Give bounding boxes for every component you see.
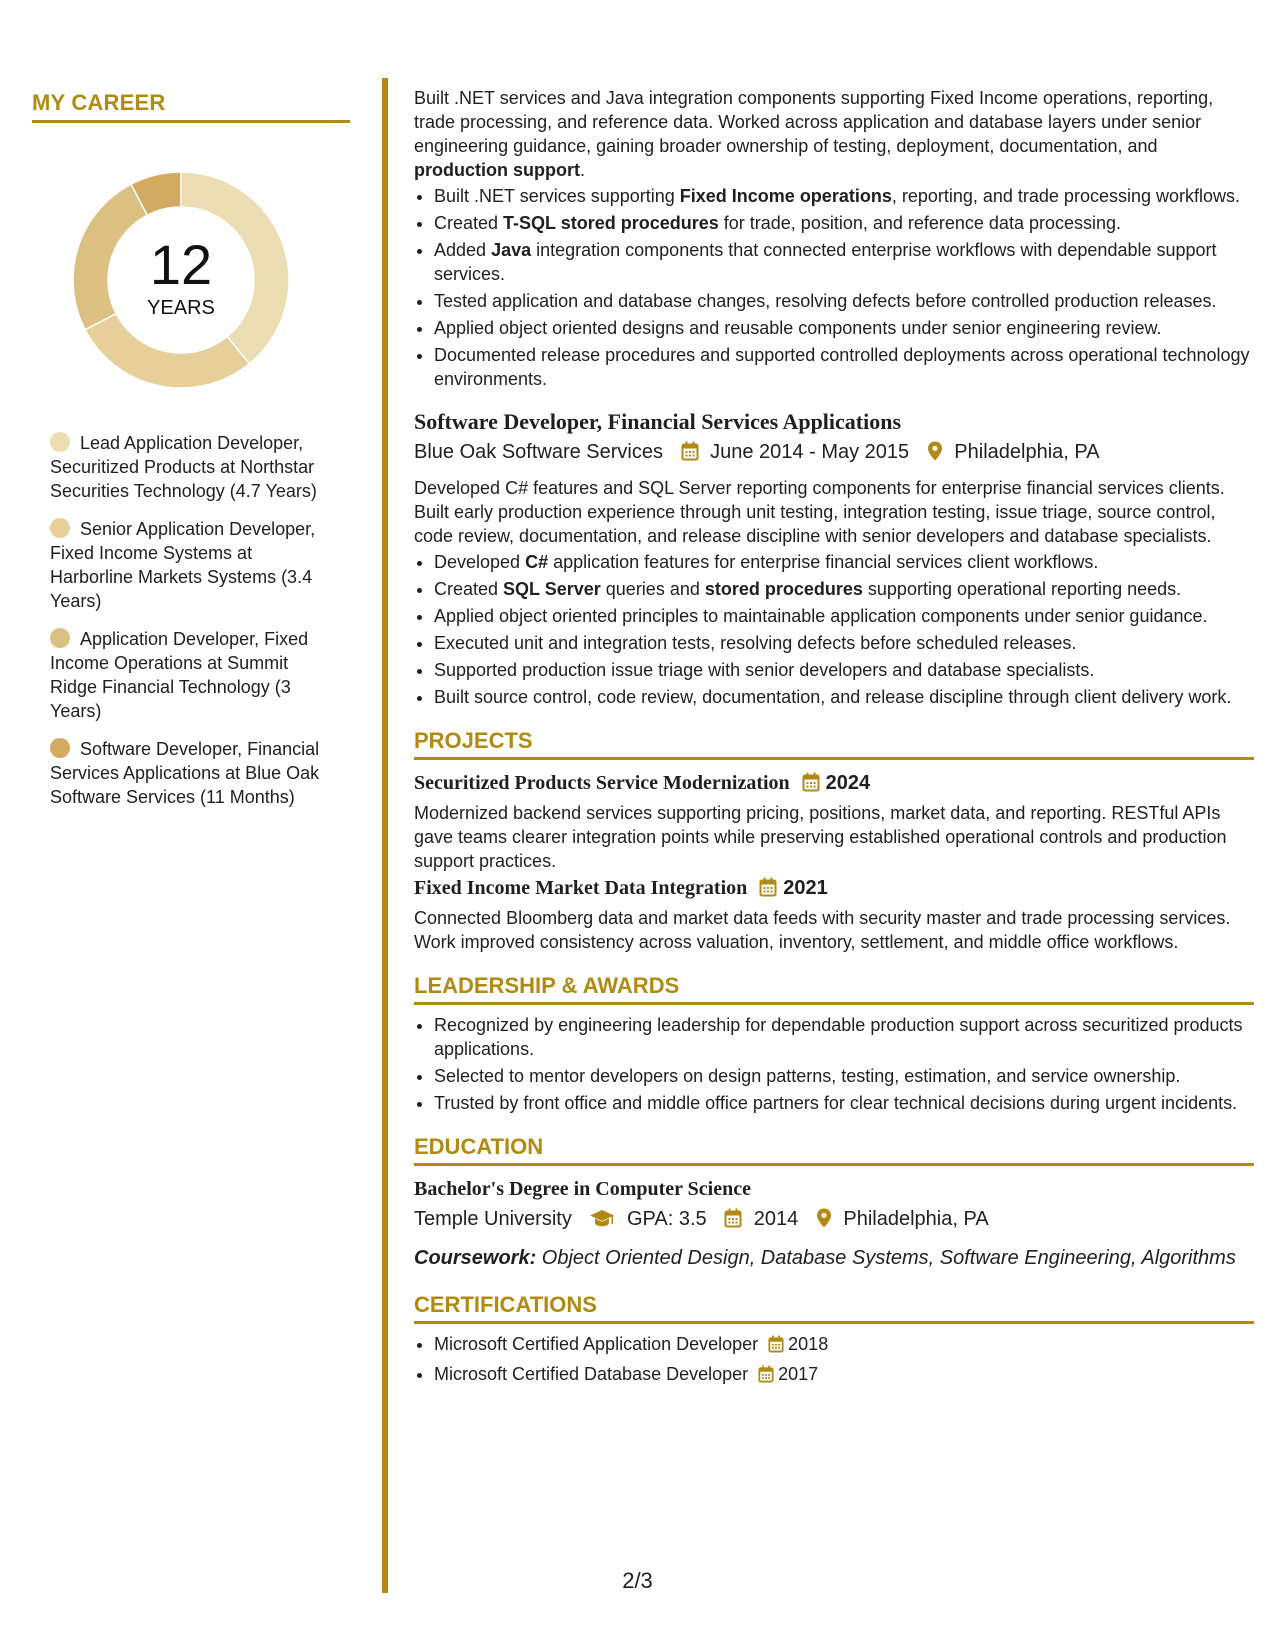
text-run: Developed C# features and SQL Server reporting components for enterprise financial services clients. Built early production experience through unit testing, integration testing, issue triage, source control, code review, documentation, and release discipline with senior developers and database specialists. (414, 478, 1225, 546)
bold-text: stored procedures (704, 579, 863, 599)
text-run: , reporting, and trade processing workflows. (891, 186, 1240, 206)
education-meta (414, 1204, 1254, 1237)
leadership-list (414, 1013, 1254, 1115)
text-run: Created (434, 213, 504, 233)
legend-dot (50, 738, 70, 758)
bold-text: T-SQL stored procedures (503, 213, 719, 233)
legend-label: Software Developer, Financial Services Applications at Blue Oak Software Services (11 Months) (50, 739, 320, 807)
bullet-item (434, 550, 1254, 574)
calendar-icon (758, 1365, 774, 1389)
project-description: Connected Bloomberg data and market data feeds with security master and trade processing services. Work improved consistency across valuation, inventory, settlement, and middle office workflows. (414, 908, 1231, 952)
calendar-icon (768, 1335, 784, 1359)
certification-item (434, 1332, 1254, 1359)
certifications-title: CERTIFICATIONS (414, 1293, 1254, 1324)
job2-summary (414, 476, 1254, 548)
project-year: 2024 (825, 772, 871, 794)
career-sidebar (32, 90, 350, 823)
bullet-item (434, 238, 1254, 286)
text-run: Tested application and database changes, resolving defects before controlled production releases. (434, 291, 1217, 311)
education-title: EDUCATION (414, 1135, 1254, 1166)
project-heading (414, 768, 1254, 801)
certification-name: Microsoft Certified Database Developer (434, 1364, 749, 1384)
text-run: integration components that connected enterprise workflows with dependable support services. (434, 240, 1217, 284)
text-run: Documented release procedures and supported controlled deployments across operational technology environments. (434, 345, 1250, 389)
calendar-icon (759, 876, 777, 906)
degree-name: Bachelor's Degree in Computer Science (414, 1178, 751, 1200)
total-years-number: 12 (149, 233, 213, 296)
graduation-cap-icon (589, 1207, 615, 1237)
text-run: for trade, position, and reference data processing. (718, 213, 1122, 233)
legend-dot (50, 518, 70, 538)
text-run: Added (434, 240, 492, 260)
certification-year: 2018 (788, 1334, 829, 1354)
job2-location: Philadelphia, PA (954, 441, 1100, 463)
bullet-item (434, 685, 1254, 709)
coursework (414, 1243, 1254, 1273)
text-run: Built .NET services and Java integration components supporting Fixed Income operations, reporting, trade processing, and reference data. Worked across application and database layers under senior engineering guidance, gaining broader ownership of testing, deployment, documentation, and (414, 88, 1214, 156)
donut-center (66, 165, 296, 395)
graduation-year: 2014 (753, 1208, 799, 1230)
job2-company: Blue Oak Software Services (414, 441, 663, 463)
bullet-item (434, 316, 1254, 340)
project-name: Securitized Products Service Modernization (414, 772, 790, 794)
projects-title: PROJECTS (414, 729, 1254, 760)
legend-dot (50, 628, 70, 648)
project-description: Modernized backend services supporting pricing, positions, market data, and reporting. RESTful APIs gave teams clearer integration points while preserving established operational controls and production support practices. (414, 803, 1227, 871)
job1-bullets (414, 184, 1254, 391)
certification-year: 2017 (778, 1364, 819, 1384)
list-item: • Selected to mentor developers on design patterns, testing, estimation, and service ownership. (434, 1064, 1254, 1088)
location-pin-icon (927, 440, 943, 470)
text-run: Built .NET services supporting (434, 186, 680, 206)
legend-dot (50, 432, 70, 452)
bullet-item (434, 211, 1254, 235)
text-run: Executed unit and integration tests, resolving defects before scheduled releases. (434, 633, 1077, 653)
calendar-icon (724, 1207, 742, 1237)
text-run: queries and (600, 579, 705, 599)
project-name: Fixed Income Market Data Integration (414, 877, 748, 899)
bold-text: Java (491, 240, 532, 260)
bullet-item (434, 604, 1254, 628)
list-item: • Trusted by front office and middle office partners for clear technical decisions during urgent incidents. (434, 1091, 1254, 1115)
job2-bullets (414, 550, 1254, 709)
career-legend (50, 431, 325, 809)
certification-name: Microsoft Certified Application Developer (434, 1334, 759, 1354)
text-run: Built source control, code review, documentation, and release discipline through client delivery work. (434, 687, 1232, 707)
total-years-unit: YEARS (147, 297, 215, 319)
coursework-list: Object Oriented Design, Database Systems, Software Engineering, Algorithms (536, 1247, 1236, 1269)
career-donut-chart (66, 165, 296, 395)
text-run: Supported production issue triage with senior developers and database specialists. (434, 660, 1095, 680)
project-item (414, 768, 1254, 873)
bullet-item (434, 184, 1254, 208)
legend-item (50, 627, 325, 723)
legend-label: Application Developer, Fixed Income Operations at Summit Ridge Financial Technology (3 Years) (50, 629, 309, 721)
legend-label: Lead Application Developer, Securitized Products at Northstar Securities Technology (4.7 Years) (50, 433, 317, 501)
bullet-item (434, 343, 1254, 391)
bullet-item (434, 289, 1254, 313)
legend-label: Senior Application Developer, Fixed Income Systems at Harborline Markets Systems (3.4 Years) (50, 519, 316, 611)
legend-item (50, 737, 325, 809)
main-content (414, 86, 1254, 1392)
job1-summary (414, 86, 1254, 182)
certification-item (434, 1362, 1254, 1389)
leadership-title: LEADERSHIP & AWARDS (414, 974, 1254, 1005)
text-run: application features for enterprise financial services client workflows. (548, 552, 1099, 572)
location-pin-icon (816, 1207, 832, 1237)
text-run: . (579, 160, 585, 180)
bullet-item (434, 658, 1254, 682)
job2-dates: June 2014 - May 2015 (710, 441, 910, 463)
bullet-item (434, 577, 1254, 601)
coursework-label: Coursework: (414, 1247, 537, 1269)
gpa: GPA: 3.5 (626, 1208, 707, 1230)
school-name: Temple University (414, 1208, 572, 1230)
calendar-icon (802, 771, 820, 801)
legend-item (50, 431, 325, 503)
text-run: supporting operational reporting needs. (862, 579, 1182, 599)
bold-text: production support (414, 160, 580, 180)
legend-item (50, 517, 325, 613)
bold-text: Fixed Income operations (679, 186, 892, 206)
text-run: Created (434, 579, 504, 599)
job2-meta (414, 437, 1254, 470)
school-location: Philadelphia, PA (843, 1208, 989, 1230)
text-run: Applied object oriented designs and reusable components under senior engineering review. (434, 318, 1162, 338)
bold-text: C# (525, 552, 549, 572)
text-run: Developed (434, 552, 526, 572)
certifications-list (414, 1332, 1254, 1389)
calendar-icon (681, 440, 699, 470)
bullet-item (434, 631, 1254, 655)
text-run: Applied object oriented principles to maintainable application components under senior guidance. (434, 606, 1208, 626)
project-year: 2021 (783, 877, 828, 899)
column-divider (382, 78, 388, 1593)
bold-text: SQL Server (503, 579, 601, 599)
list-item: • Recognized by engineering leadership for dependable production support across securitized products applications. (434, 1013, 1254, 1061)
page-number: 2/3 (622, 1568, 653, 1593)
career-title: MY CAREER (32, 90, 350, 123)
project-heading (414, 873, 1254, 906)
project-item (414, 873, 1254, 954)
job2-title: Software Developer, Financial Services Applications (414, 409, 902, 434)
